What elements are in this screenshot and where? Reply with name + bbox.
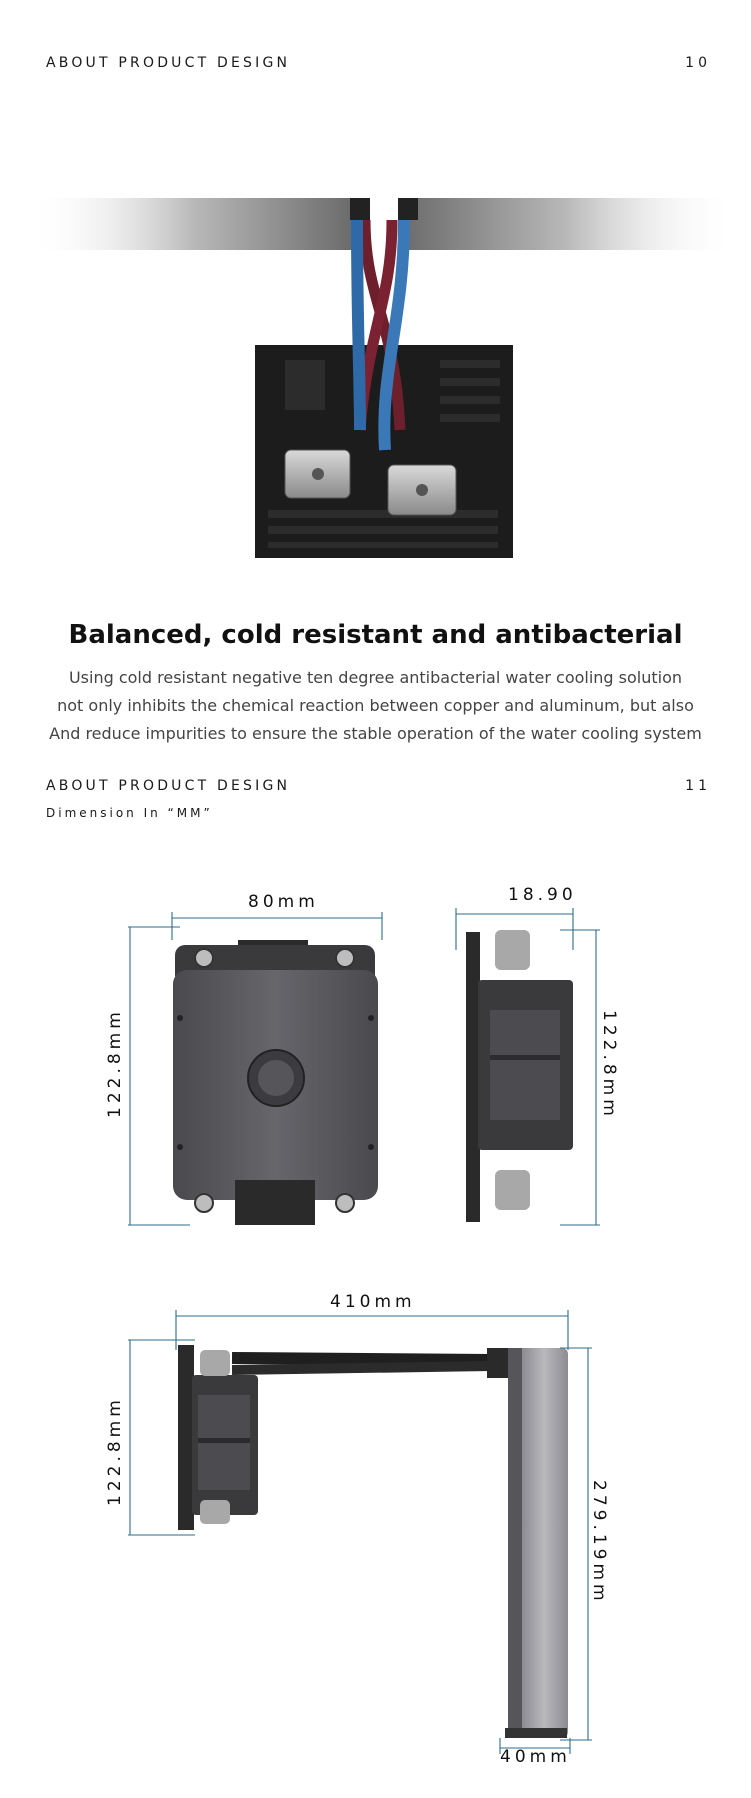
pump-side-view [466,930,573,1222]
dimension-drawings [0,870,751,1798]
feature-title: Balanced, cold resistant and antibacterial [68,620,683,650]
dim-front-width: 80mm [248,892,319,912]
radiator-left [30,198,355,250]
motherboard-cooler-image [0,180,751,560]
feature-line-2: not only inhibits the chemical reaction between copper and aluminum, but also [57,696,694,715]
dim-side-height: 122.8mm [599,1010,619,1120]
section-11-header: ABOUT PRODUCT DESIGN [46,778,291,794]
section-10-header: ABOUT PRODUCT DESIGN [46,55,291,71]
dim-pump-height: 122.8mm [105,1396,125,1506]
dim-side-depth: 18.90 [508,885,577,905]
pump-front-view [173,940,378,1225]
section-10-page-number: 10 [685,55,711,71]
section-11-page-number: 11 [685,778,711,794]
radiator-right [400,198,735,250]
assembly-view [178,1345,568,1738]
dim-radiator-width: 40mm [500,1747,571,1767]
dim-total-length: 410mm [330,1292,416,1312]
feature-line-3: And reduce impurities to ensure the stable operation of the water cooling system [49,724,702,743]
dim-radiator-length: 279.19mm [589,1480,609,1605]
feature-line-1: Using cold resistant negative ten degree antibacterial water cooling solution [68,668,683,687]
dimension-subtitle: Dimension In “MM” [46,806,213,820]
dim-front-height: 122.8mm [105,1008,125,1118]
